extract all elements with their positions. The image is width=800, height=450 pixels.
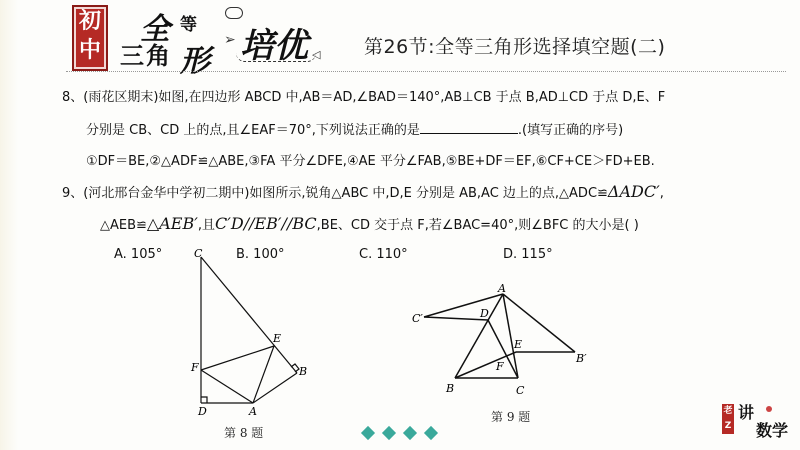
q9-line2-mid: ,且 <box>197 218 215 233</box>
point-b-prime-label: B′ <box>576 352 587 365</box>
diamond-icon <box>382 426 396 440</box>
q9-line1 <box>62 182 664 201</box>
point-f-label: F <box>191 361 199 374</box>
point-b-label: B <box>299 365 308 378</box>
paper-plane-icon: ➢ <box>224 32 236 48</box>
option-b[interactable]: B. 100° <box>236 247 285 262</box>
badge-line1: 初 <box>78 8 101 34</box>
point-d9-label: D <box>480 307 489 320</box>
q9-line2 <box>100 214 639 233</box>
brand-xing: 形 <box>180 44 210 79</box>
diamond-icon <box>403 426 417 440</box>
q9-math-aeb: △AEB′ <box>146 214 198 233</box>
figure-9-caption: 第 9 题 <box>491 410 531 424</box>
option-a[interactable]: A. 105° <box>114 247 163 262</box>
logo-line2: 数学 <box>756 421 789 440</box>
option-d[interactable]: D. 115° <box>503 247 553 262</box>
header-divider <box>66 71 786 72</box>
q9-line1-end: , <box>659 186 664 201</box>
q9-line1-text: 9、(河北邢台金华中学初二期中)如图所示,锐角△ABC 中,D,E 分别是 AB,AC 边上的点,△ADC≌ <box>62 186 608 201</box>
point-c-label: C <box>194 247 203 260</box>
point-d-label: D <box>198 405 207 418</box>
q8-line2-text: 分别是 CB、CD 上的点,且∠EAF＝70°,下列说法正确的是 <box>86 123 420 138</box>
q8-line1: 8、(雨花区期末)如图,在四边形 ABCD 中,AB＝AD,∠BAD＝140°,AB⊥CB 于点 B,AD⊥CD 于点 D,E、F <box>62 90 666 105</box>
q9-math-parallel: C′D//EB′//BC <box>215 214 317 233</box>
brand-deng: 等 <box>180 15 197 35</box>
q9-line2-end: ,BE、CD 交于点 F,若∠BAC=40°,则∠BFC 的大小是( ) <box>316 218 639 233</box>
diamond-icon <box>361 426 375 440</box>
logo-seal: 老Z <box>722 404 734 434</box>
paper-plane-small-icon: ◁ <box>312 48 321 61</box>
q8-statements: ①DF＝BE,②△ADF≌△ABE,③FA 平分∠DFE,④AE 平分∠FAB,⑤BE+DF＝EF,⑥CF+CE＞FD+EB. <box>86 154 655 169</box>
point-c-prime-label: C′ <box>412 312 423 325</box>
point-e-label: E <box>273 332 282 345</box>
dashed-flight-path <box>236 53 316 62</box>
page-indicator-dots <box>363 423 447 442</box>
answer-blank[interactable] <box>420 122 518 134</box>
q9-line2-start: △AEB≌ <box>100 218 147 233</box>
point-c9-label: C <box>516 384 525 397</box>
page-title: 第26节:全等三角形选择填空题(二) <box>364 36 666 58</box>
diamond-icon <box>424 426 438 440</box>
q9-math-adc: ΔADC′ <box>607 182 660 201</box>
point-b9-label: B <box>446 382 455 395</box>
brand-peiyou: 培优 <box>240 26 308 66</box>
logo-line1: 讲 <box>738 403 755 422</box>
badge-line2: 中 <box>78 37 101 63</box>
page-header <box>0 0 800 79</box>
point-e9-label: E <box>514 338 523 351</box>
logo-dot-icon <box>766 406 772 412</box>
point-f9-label: F <box>496 360 504 373</box>
q8-line2-end: .(填写正确的序号) <box>517 123 624 138</box>
point-a9-label: A <box>498 282 506 295</box>
brand-sanjiao: 三角 <box>120 41 172 70</box>
option-c[interactable]: C. 110° <box>359 247 408 262</box>
q8-line2 <box>86 119 623 138</box>
brand-quan: 全 <box>140 12 170 47</box>
figure-8-caption: 第 8 题 <box>224 426 264 440</box>
point-a-label: A <box>249 405 257 418</box>
figure-9-diagram <box>410 280 600 400</box>
junior-high-badge <box>72 5 108 71</box>
brand-logo <box>722 400 792 440</box>
figure-8-diagram <box>185 245 315 420</box>
